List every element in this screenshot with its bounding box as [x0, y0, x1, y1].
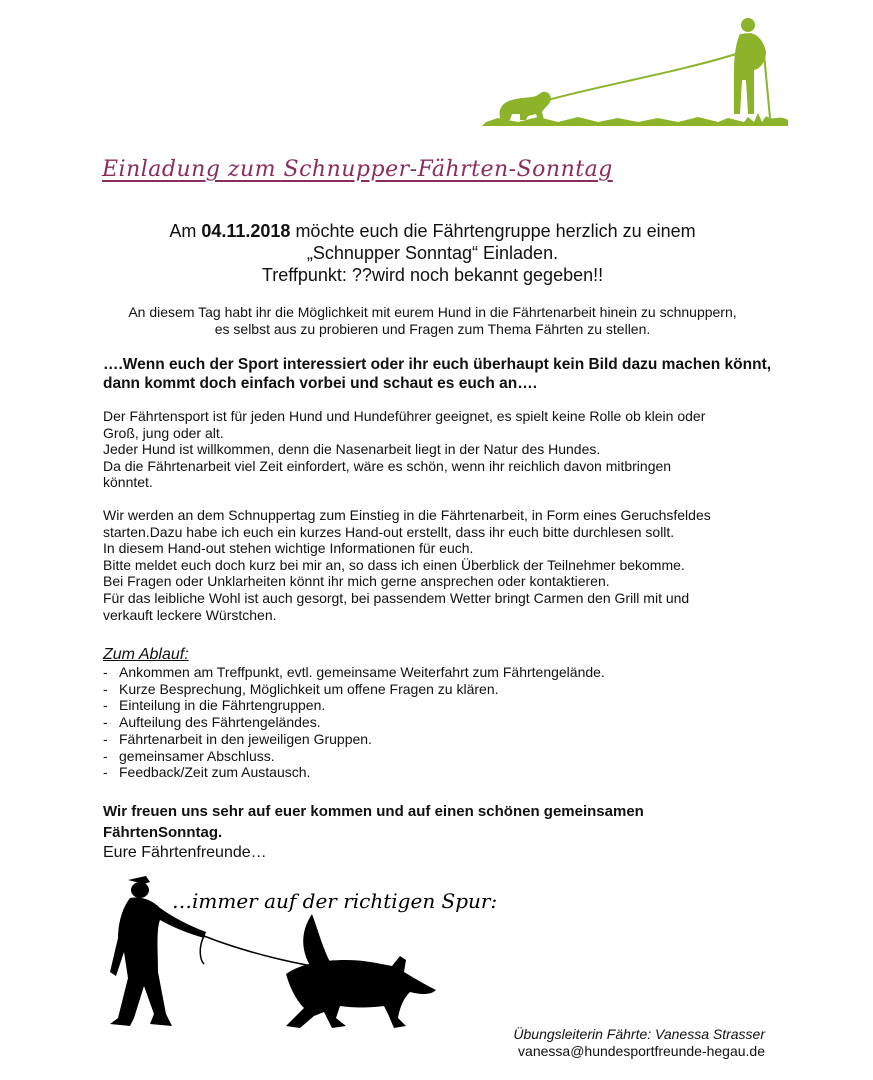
headline-suffix: möchte euch die Fährtengruppe herzlich zu einem [290, 221, 696, 241]
list-item-text: Einteilung in die Fährtengruppen. [119, 697, 326, 714]
list-item-text: Kurze Besprechung, Möglichkeit um offene Fragen zu klären. [119, 680, 499, 697]
contact-email: vanessa@hundesportfreunde-hegau.de [518, 1043, 765, 1059]
meeting-point: Treffpunkt: ??wird noch bekannt gegeben!! [261, 265, 604, 285]
bullet-dash: - [103, 764, 108, 781]
bullet-dash: - [103, 747, 108, 764]
contact-person: Übungsleiterin Fährte: Vanessa Strasser [513, 1026, 765, 1042]
schedule-heading: Zum Ablauf: [103, 646, 189, 663]
event-date: 04.11.2018 [201, 221, 291, 241]
paragraph-line: Wir werden an dem Schnuppertag zum Einstieg in die Fährtenarbeit, in Form eines Geruchsfeldes [103, 507, 711, 523]
list-item-text: gemeinsamer Abschluss. [119, 747, 275, 764]
paragraph-line: Der Fährtensport ist für jeden Hund und Hundeführer geeignet, es spielt keine Rolle ob klein oder [103, 408, 706, 424]
bullet-dash: - [103, 730, 108, 747]
paragraph-suitability [103, 408, 783, 491]
paragraph-line: In diesem Hand-out stehen wichtige Informationen für euch. [103, 540, 474, 557]
list-item-text: Ankommen am Treffpunkt, evtl. gemeinsame Weiterfahrt zum Fährtengelände. [119, 664, 605, 680]
closing-text: Wir freuen uns sehr auf euer kommen und auf einen schönen gemeinsamen FährtenSonntag. [103, 803, 644, 841]
bullet-dash: - [103, 664, 108, 680]
intro-text [60, 304, 805, 338]
bullet-dash: - [103, 714, 108, 731]
logo-slogan: …immer auf der richtigen Spur: [172, 889, 498, 913]
list-item-text: Aufteilung des Fährtengeländes. [119, 714, 321, 731]
teaser-text: ….Wenn euch der Sport interessiert oder ihr euch überhaupt kein Bild dazu machen könnt, dann kommt doch einfach vorbei und schaut es euch an…. [103, 356, 772, 392]
intro-line: An diesem Tag habt ihr die Möglichkeit mit eurem Hund in die Fährtenarbeit hinein zu schnuppern, [128, 304, 737, 320]
list-item [103, 748, 605, 765]
page-title: Einladung zum Schnupper-Fährten-Sonntag [102, 157, 613, 182]
paragraph-line: verkauft leckere Würstchen. [103, 606, 277, 623]
paragraph-line: Da die Fährtenarbeit viel Zeit einfordert, wäre es schön, wenn ihr reichlich davon mitbringen [103, 457, 672, 474]
bullet-dash: - [103, 680, 108, 697]
list-item-text: Feedback/Zeit zum Austausch. [119, 764, 311, 781]
list-item [103, 731, 605, 748]
schedule-list [103, 664, 605, 781]
bullet-dash: - [103, 697, 108, 714]
paragraph-line: Groß, jung oder alt. [103, 424, 224, 441]
signoff-text: Eure Fährtenfreunde… [103, 844, 267, 861]
intro-line: es selbst aus zu probieren und Fragen zum Thema Fährten zu stellen. [214, 321, 651, 337]
event-headline [60, 220, 805, 286]
list-item [103, 764, 605, 781]
paragraph-line: könntet. [103, 474, 153, 491]
handler-and-dog-logo [100, 868, 500, 1038]
paragraph-line: Bei Fragen oder Unklarheiten könnt ihr mich gerne ansprechen oder kontaktieren. [103, 573, 610, 590]
tracking-dog-logo [478, 14, 790, 132]
paragraph-details [103, 507, 783, 623]
paragraph-line: starten.Dazu habe ich euch ein kurzes Hand-out erstellt, dass ihr euch bitte durchlesen sollt. [103, 523, 675, 540]
list-item-text: Fährtenarbeit in den jeweiligen Gruppen. [119, 730, 372, 747]
list-item [103, 697, 605, 714]
headline-event-name: „Schnupper Sonntag“ Einladen. [306, 243, 559, 263]
headline-prefix: Am [169, 221, 202, 241]
footer-contact [513, 1026, 765, 1060]
paragraph-line: Jeder Hund ist willkommen, denn die Nasenarbeit liegt in der Natur des Hundes. [103, 441, 601, 458]
list-item [103, 714, 605, 731]
paragraph-line: Für das leibliche Wohl ist auch gesorgt, bei passendem Wetter bringt Carmen den Grill mit und [103, 589, 690, 606]
list-item [103, 664, 605, 681]
list-item [103, 681, 605, 698]
paragraph-line: Bitte meldet euch doch kurz bei mir an, so dass ich einen Überblick der Teilnehmer bekomme. [103, 556, 685, 573]
